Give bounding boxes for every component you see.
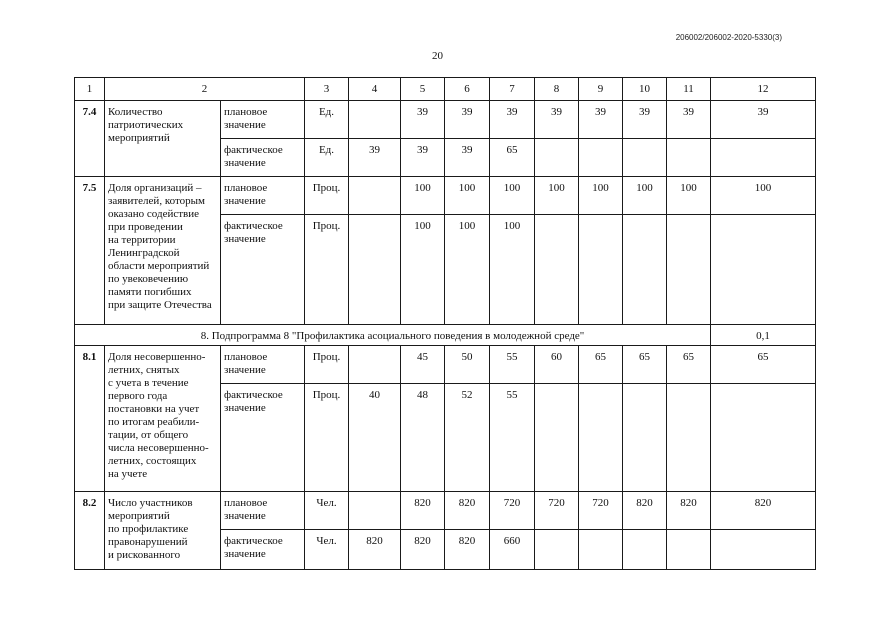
fact-value-cell: 820 [401,530,445,570]
plan-value-cell [349,101,401,139]
plan-value-cell: 720 [579,492,623,530]
plan-value-cell [349,177,401,215]
header-row [75,78,816,101]
fact-value-cell: 100 [445,215,490,325]
fact-value-label: фактическое значение [221,384,305,492]
indicator-plan-row [75,177,816,215]
indicator-plan-row [75,492,816,530]
header-col-7: 7 [490,78,535,101]
fact-value-cell: 100 [401,215,445,325]
header-col-10: 10 [623,78,667,101]
indicator-plan-row [75,101,816,139]
indicator-number: 8.2 [75,492,105,570]
subprogram-row [75,325,816,346]
plan-value-cell: 45 [401,346,445,384]
fact-value-cell [711,215,816,325]
indicator-number: 7.4 [75,101,105,177]
plan-value-cell: 720 [490,492,535,530]
plan-value-cell: 720 [535,492,579,530]
plan-value-cell [349,346,401,384]
plan-value-label: плановое значение [221,346,305,384]
fact-value-cell [535,215,579,325]
fact-value-cell: 820 [349,530,401,570]
fact-value-cell: 820 [445,530,490,570]
fact-value-cell: 100 [490,215,535,325]
plan-value-cell: 820 [711,492,816,530]
plan-value-cell: 100 [535,177,579,215]
plan-value-label: плановое значение [221,177,305,215]
fact-value-cell [623,139,667,177]
plan-value-cell: 39 [535,101,579,139]
fact-value-cell [349,215,401,325]
indicator-plan-row [75,346,816,384]
fact-value-cell [667,384,711,492]
plan-value-cell: 100 [711,177,816,215]
fact-value-cell [623,384,667,492]
fact-value-cell [579,139,623,177]
unit-cell: Проц. [305,384,349,492]
header-col-9: 9 [579,78,623,101]
fact-value-cell [711,384,816,492]
fact-value-cell [579,215,623,325]
plan-value-cell: 820 [623,492,667,530]
unit-cell: Ед. [305,101,349,139]
fact-value-cell: 48 [401,384,445,492]
unit-cell: Чел. [305,492,349,530]
header-col-4: 4 [349,78,401,101]
fact-value-cell: 39 [349,139,401,177]
plan-value-cell: 820 [667,492,711,530]
fact-value-cell: 55 [490,384,535,492]
plan-value-cell: 820 [401,492,445,530]
plan-value-cell: 39 [579,101,623,139]
fact-value-cell: 52 [445,384,490,492]
fact-value-cell: 660 [490,530,535,570]
fact-value-cell: 39 [401,139,445,177]
header-col-3: 3 [305,78,349,101]
plan-value-cell [349,492,401,530]
fact-value-label: фактическое значение [221,139,305,177]
plan-value-cell: 55 [490,346,535,384]
unit-cell: Ед. [305,139,349,177]
fact-value-cell [623,530,667,570]
plan-value-cell: 39 [623,101,667,139]
plan-value-cell: 65 [579,346,623,384]
subprogram-title: 8. Подпрограмма 8 "Профилактика асоциального поведения в молодежной среде" [75,325,711,346]
indicator-number: 8.1 [75,346,105,492]
plan-value-cell: 100 [579,177,623,215]
plan-value-label: плановое значение [221,492,305,530]
fact-value-cell [667,530,711,570]
indicator-name: Количество патриотических мероприятий [105,101,221,177]
fact-value-cell [535,384,579,492]
document-id: 206002/206002-2020-5330(3) [675,33,782,42]
header-col-5: 5 [401,78,445,101]
plan-value-cell: 39 [667,101,711,139]
fact-value-cell [579,384,623,492]
unit-cell: Проц. [305,215,349,325]
plan-value-cell: 100 [623,177,667,215]
indicators-table [74,77,816,570]
header-col-2: 2 [105,78,305,101]
header-col-11: 11 [667,78,711,101]
indicator-number: 7.5 [75,177,105,325]
plan-value-cell: 65 [711,346,816,384]
plan-value-label: плановое значение [221,101,305,139]
fact-value-cell [667,215,711,325]
unit-cell: Проц. [305,346,349,384]
fact-value-label: фактическое значение [221,530,305,570]
plan-value-cell: 60 [535,346,579,384]
fact-value-cell [623,215,667,325]
fact-value-cell: 65 [490,139,535,177]
fact-value-cell [711,139,816,177]
header-col-1: 1 [75,78,105,101]
plan-value-cell: 39 [711,101,816,139]
indicator-name: Число участников мероприятий по профилактике правонарушений и рискованного [105,492,221,570]
header-col-6: 6 [445,78,490,101]
plan-value-cell: 820 [445,492,490,530]
fact-value-cell [579,530,623,570]
fact-value-cell [535,530,579,570]
plan-value-cell: 39 [445,101,490,139]
fact-value-label: фактическое значение [221,215,305,325]
plan-value-cell: 100 [445,177,490,215]
header-col-12: 12 [711,78,816,101]
indicator-name: Доля организаций – заявителей, которым оказано содействие при проведении на территории Ленинградской области мероприятий по увековечению памяти погибших при защите Отечества [105,177,221,325]
plan-value-cell: 100 [401,177,445,215]
fact-value-cell [711,530,816,570]
plan-value-cell: 50 [445,346,490,384]
fact-value-cell [667,139,711,177]
header-col-8: 8 [535,78,579,101]
page-number: 20 [432,50,443,62]
subprogram-weight: 0,1 [711,325,816,346]
plan-value-cell: 39 [401,101,445,139]
plan-value-cell: 39 [490,101,535,139]
plan-value-cell: 65 [667,346,711,384]
unit-cell: Чел. [305,530,349,570]
plan-value-cell: 100 [667,177,711,215]
fact-value-cell [535,139,579,177]
indicator-name: Доля несовершенно- летних, снятых с учета в течение первого года постановки на учет по итогам реабили- тации, от общего числа несовершенно- летних, состоящих на учете [105,346,221,492]
plan-value-cell: 100 [490,177,535,215]
fact-value-cell: 40 [349,384,401,492]
unit-cell: Проц. [305,177,349,215]
fact-value-cell: 39 [445,139,490,177]
plan-value-cell: 65 [623,346,667,384]
